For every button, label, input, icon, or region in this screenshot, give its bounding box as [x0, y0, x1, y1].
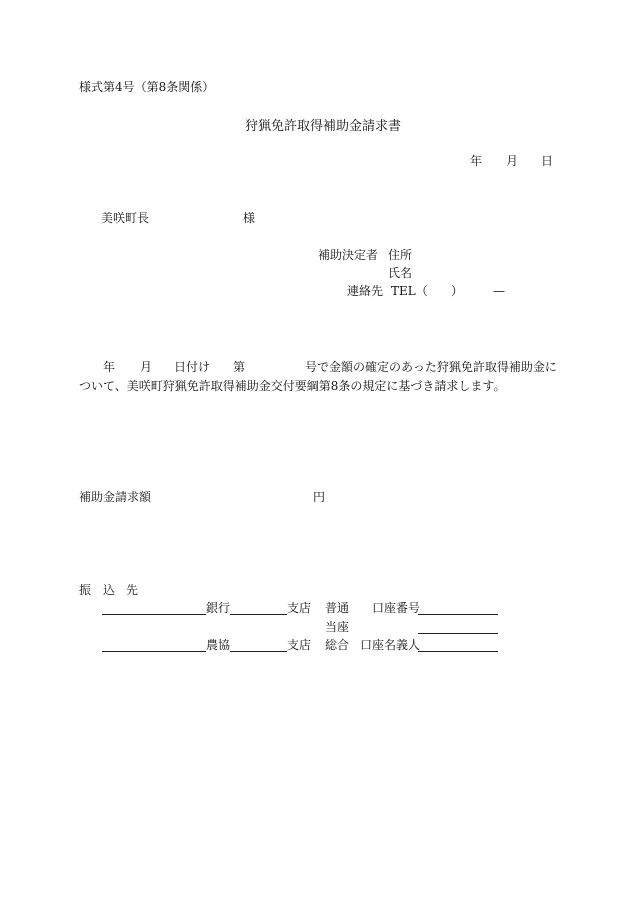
transfer-label-2: 込	[103, 583, 116, 597]
date-year: 年	[470, 154, 483, 168]
date-month: 月	[506, 154, 519, 168]
coop-label: 農協	[206, 638, 231, 652]
transfer-label-1: 振	[79, 583, 92, 597]
contact-label: 連絡先	[347, 284, 384, 298]
addressee-honorific: 様	[243, 211, 256, 225]
document-title: 狩猟免許取得補助金請求書	[245, 119, 402, 134]
body-line2: ついて、美咲町狩猟免許取得補助金交付要綱第8条の規定に基づき請求します。	[79, 379, 506, 393]
account-number-line	[418, 614, 498, 615]
amount-label: 補助金請求額	[79, 490, 152, 504]
bank-branch-label: 支店	[287, 601, 312, 615]
name-label: 氏名	[388, 266, 413, 280]
body-line1: 号で金額の確定のあった狩猟免許取得補助金に	[305, 360, 557, 374]
general-label: 総合	[325, 638, 350, 652]
address-label: 住所	[388, 248, 413, 262]
tel-label: TEL（	[391, 284, 428, 298]
account-holder-line	[418, 651, 498, 652]
current-label: 当座	[325, 620, 350, 634]
tel-dash: —	[493, 284, 505, 298]
bank-name-line	[102, 614, 206, 615]
coop-name-line	[102, 651, 206, 652]
applicant-label: 補助決定者	[318, 248, 379, 262]
form-number: 様式第4号（第8条関係）	[79, 80, 215, 94]
bank-label: 銀行	[206, 601, 231, 615]
account-number-label: 口座番号	[372, 601, 421, 615]
date-day: 日	[541, 154, 554, 168]
body-date-suffix: 日付け	[174, 360, 211, 374]
coop-branch-label: 支店	[287, 638, 312, 652]
addressee-name: 美咲町長	[101, 211, 150, 225]
account-holder-label: 口座名義人	[360, 638, 421, 652]
coop-branch-line	[230, 651, 287, 652]
ordinary-label: 普通	[325, 601, 350, 615]
bank-branch-line	[230, 614, 287, 615]
tel-close: ）	[451, 284, 464, 298]
body-year: 年	[103, 360, 116, 374]
account-number-line-2	[418, 633, 498, 634]
body-month: 月	[140, 360, 153, 374]
amount-unit: 円	[313, 490, 326, 504]
body-number-prefix: 第	[233, 360, 246, 374]
transfer-label-3: 先	[126, 583, 139, 597]
